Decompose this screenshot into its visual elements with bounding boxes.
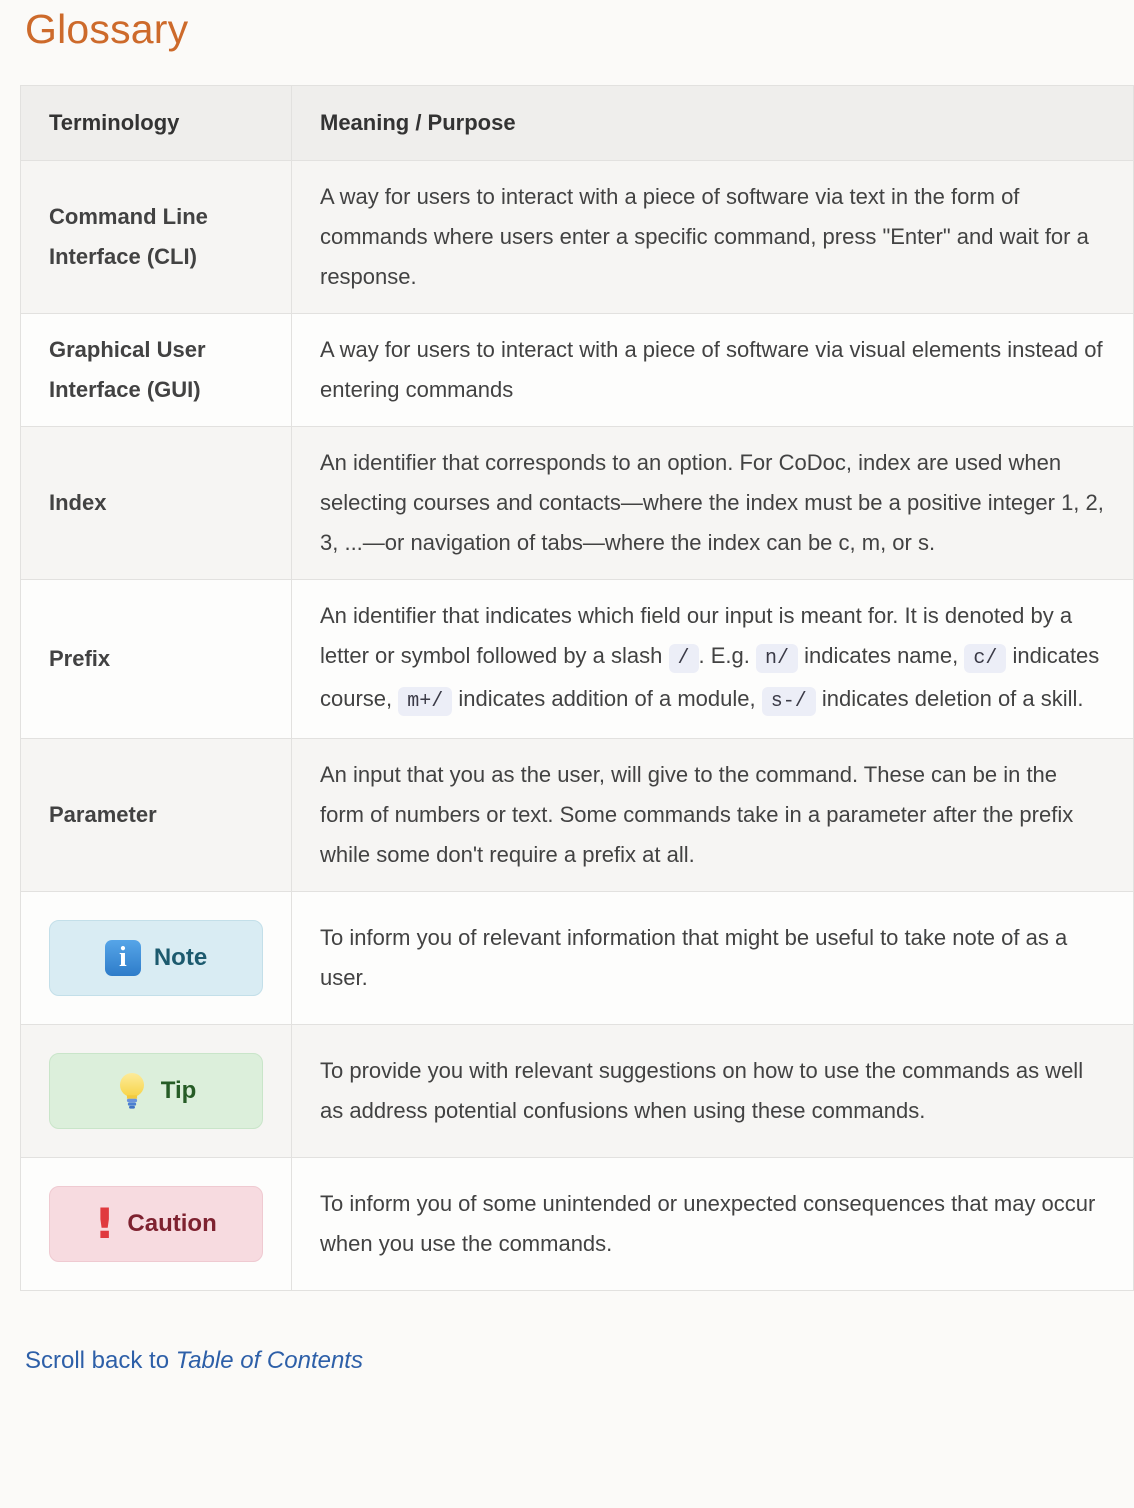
term-caution xyxy=(21,1158,292,1291)
table-row xyxy=(21,427,1134,580)
desc-cli: A way for users to interact with a piece of software via text in the form of commands where users enter a specific command, press "Enter" and wait for a response. xyxy=(292,161,1134,314)
desc-text: indicates addition of a module, xyxy=(452,686,762,711)
note-badge-label: Note xyxy=(153,944,208,971)
term-parameter: Parameter xyxy=(21,739,292,892)
desc-note: To inform you of relevant information that might be useful to take note of as a user. xyxy=(292,892,1134,1025)
inline-code-module-add-prefix: m+/ xyxy=(398,687,452,716)
desc-prefix xyxy=(292,580,1134,739)
table-row xyxy=(21,1025,1134,1158)
table-of-contents-text: Table of Contents xyxy=(175,1347,363,1374)
term-tip xyxy=(21,1025,292,1158)
page-title: Glossary xyxy=(25,6,189,52)
desc-caution: To inform you of some unintended or unexpected consequences that may occur when you use the commands. xyxy=(292,1158,1134,1291)
desc-text: An identifier that indicates which field our input is meant for. It is denoted by a letter or symbol followed by a slash xyxy=(320,603,1073,668)
desc-index: An identifier that corresponds to an option. For CoDoc, index are used when selecting courses and contacts—where the index must be a positive integer 1, 2, 3, ...—or navigation of tabs—where the index can be c, m, or s. xyxy=(292,427,1134,580)
desc-text: indicates course, xyxy=(320,643,1100,711)
table-row xyxy=(21,892,1134,1025)
desc-text: indicates name, xyxy=(798,643,965,668)
inline-code-skill-delete-prefix: s-/ xyxy=(762,687,816,716)
tip-badge-label: Tip xyxy=(160,1077,197,1104)
desc-text: indicates deletion of a skill. xyxy=(815,686,1084,711)
desc-tip: To provide you with relevant suggestions on how to use the commands as well as address potential confusions when using these commands. xyxy=(292,1025,1134,1158)
exclamation-icon: ! xyxy=(93,1199,116,1248)
lightbulb-icon xyxy=(116,1071,148,1111)
table-header-row xyxy=(21,86,1134,161)
desc-gui: A way for users to interact with a piece of software via visual elements instead of entering commands xyxy=(292,314,1134,427)
desc-text: . E.g. xyxy=(698,643,756,668)
table-row xyxy=(21,314,1134,427)
link-prefix-text: Scroll back to xyxy=(25,1347,176,1374)
table-row xyxy=(21,739,1134,892)
term-cli: Command Line Interface (CLI) xyxy=(21,161,292,314)
inline-code-course-prefix: c/ xyxy=(964,644,1006,673)
info-icon: i xyxy=(105,940,141,976)
inline-code-name-prefix: n/ xyxy=(756,644,798,673)
inline-code-slash: / xyxy=(669,644,699,673)
header-terminology: Terminology xyxy=(21,86,292,161)
table-row xyxy=(21,1158,1134,1291)
glossary-table xyxy=(20,85,1134,1291)
term-gui: Graphical User Interface (GUI) xyxy=(21,314,292,427)
caution-badge-label: Caution xyxy=(127,1210,217,1237)
caution-badge xyxy=(49,1186,263,1262)
note-badge xyxy=(49,920,263,996)
term-prefix: Prefix xyxy=(21,580,292,739)
header-meaning-purpose: Meaning / Purpose xyxy=(292,86,1134,161)
table-row xyxy=(21,580,1134,739)
tip-badge xyxy=(49,1053,263,1129)
table-row xyxy=(21,161,1134,314)
term-note xyxy=(21,892,292,1025)
term-index: Index xyxy=(21,427,292,580)
scroll-back-to-toc-link[interactable] xyxy=(25,1347,363,1375)
desc-parameter: An input that you as the user, will give to the command. These can be in the form of numbers or text. Some commands take in a parameter after the prefix while some don't require a prefix at all. xyxy=(292,739,1134,892)
